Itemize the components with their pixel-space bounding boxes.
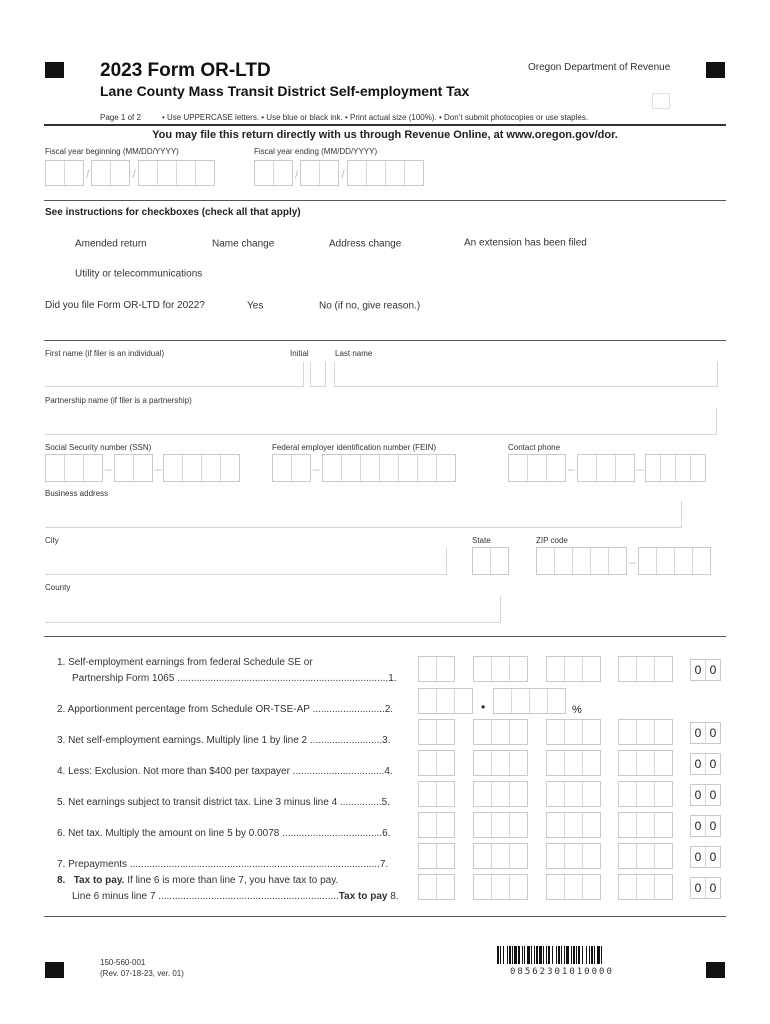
agency-name: Oregon Department of Revenue — [528, 62, 671, 73]
line-3-amount-group-1[interactable] — [418, 721, 455, 745]
line-1-amount-group-2[interactable] — [473, 658, 528, 682]
line-8-amount-group-3[interactable] — [546, 876, 601, 900]
barcode — [497, 946, 604, 964]
line-1-cents[interactable] — [690, 659, 721, 681]
cents-digit: 0 — [709, 850, 717, 864]
last-name-input[interactable] — [334, 362, 718, 387]
line-5-amount-group-1[interactable] — [418, 783, 455, 807]
fein-label: Federal employer identification number (FEIN) — [272, 443, 437, 452]
fein-input[interactable]: – — [272, 456, 456, 482]
county-input[interactable] — [45, 596, 501, 623]
line-8-cents[interactable] — [690, 877, 721, 899]
checkbox-extension-label: An extension has been filed — [464, 237, 587, 249]
line-4-text: 4. Less: Exclusion. Not more than $400 per taxpayer .................................4. — [57, 766, 393, 777]
cents-digit: 0 — [709, 663, 717, 677]
cents-digit: 0 — [691, 785, 706, 805]
line-6-cents[interactable] — [690, 815, 721, 837]
line-6-amount-group-1[interactable] — [418, 814, 455, 838]
line-3-amount-group-2[interactable] — [473, 721, 528, 745]
line-1-text: 1. Self-employment earnings from federal Schedule SE or — [57, 657, 313, 668]
checkbox-amended[interactable] — [59, 238, 147, 250]
percent-sign: % — [572, 704, 582, 716]
line-1-amount-group-4[interactable] — [618, 658, 673, 682]
fiscal-end-input[interactable]: / / — [254, 162, 424, 186]
line-8-amount-group-2[interactable] — [473, 876, 528, 900]
line-2-text: 2. Apportionment percentage from Schedule OR-TSE-AP ..........................2. — [57, 704, 394, 715]
line-6-amount-group-3[interactable] — [546, 814, 601, 838]
line-7-text: 7. Prepayments ..........................................................................................7. — [57, 859, 389, 870]
line-5-amount-group-4[interactable] — [618, 783, 673, 807]
last-name-label: Last name — [335, 349, 373, 358]
line-6-amount-group-2[interactable] — [473, 814, 528, 838]
amended-indicator-box[interactable] — [652, 93, 670, 109]
cents-digit: 0 — [709, 819, 717, 833]
line-4-amount-group-1[interactable] — [418, 752, 455, 776]
checkbox-yes-label: Yes — [247, 300, 264, 312]
barcode-bar — [602, 946, 604, 964]
line-4-cents[interactable] — [690, 753, 721, 775]
checkbox-no[interactable] — [303, 300, 420, 312]
state-input[interactable] — [472, 549, 509, 575]
cents-digit: 0 — [709, 726, 717, 740]
cents-digit: 0 — [691, 816, 706, 836]
filer-divider — [44, 636, 726, 637]
line-8b-text: Line 6 minus line 7 ................................................................. — [72, 891, 339, 902]
cents-digit: 0 — [691, 878, 706, 898]
checkbox-name-change-label: Name change — [212, 238, 275, 250]
line-7-amount-group-2[interactable] — [473, 845, 528, 869]
initial-label: Initial — [290, 349, 309, 358]
line-7-amount-group-3[interactable] — [546, 845, 601, 869]
line-6-amount-group-4[interactable] — [618, 814, 673, 838]
decimal-point: • — [481, 700, 486, 714]
partnership-name-input[interactable] — [45, 408, 717, 435]
zip-label: ZIP code — [536, 536, 568, 545]
checkbox-divider — [44, 340, 726, 341]
checkbox-utility[interactable] — [59, 268, 202, 280]
fiscal-divider — [44, 200, 726, 201]
registration-mark-top-right — [706, 62, 725, 78]
cents-digit: 0 — [691, 847, 706, 867]
line-8-text — [57, 875, 338, 886]
instructions-text: • Use UPPERCASE letters. • Use blue or black ink. • Print actual size (100%). • Don’t submit photocopies or use staples. — [162, 113, 589, 122]
cents-digit: 0 — [691, 660, 706, 680]
line-3-amount-group-4[interactable] — [618, 721, 673, 745]
first-name-input[interactable] — [45, 362, 304, 387]
checkbox-name-change[interactable] — [196, 238, 274, 250]
fiscal-end-label: Fiscal year ending (MM/DD/YYYY) — [254, 147, 378, 156]
line-8b-end: 8. — [387, 891, 399, 902]
header-divider — [44, 124, 726, 126]
line-1-amount-group-1[interactable] — [418, 658, 455, 682]
line-8-amount-group-4[interactable] — [618, 876, 673, 900]
line-4-amount-group-4[interactable] — [618, 752, 673, 776]
line-2-percent-whole[interactable] — [418, 690, 473, 714]
line-8-bold: Tax to pay. — [73, 875, 125, 886]
ssn-label: Social Security number (SSN) — [45, 443, 152, 452]
business-address-input[interactable] — [45, 501, 682, 528]
line-1-text-continued: Partnership Form 1065 ............................................................................1. — [72, 673, 397, 684]
business-address-label: Business address — [45, 489, 109, 498]
line-3-amount-group-3[interactable] — [546, 721, 601, 745]
line-7-amount-group-1[interactable] — [418, 845, 455, 869]
state-label: State — [472, 536, 491, 545]
cents-digit: 0 — [709, 881, 717, 895]
zip-input[interactable]: – — [536, 549, 711, 575]
line-8-rest: If line 6 is more than line 7, you have tax to pay. — [124, 875, 339, 886]
line-8-amount-group-1[interactable] — [418, 876, 455, 900]
line-1-amount-group-3[interactable] — [546, 658, 601, 682]
phone-input[interactable]: – – — [508, 456, 706, 482]
form-number: 150-560-001 — [100, 958, 146, 967]
cents-digit: 0 — [709, 788, 717, 802]
registration-mark-top-left — [45, 62, 64, 78]
checkbox-yes[interactable] — [231, 300, 263, 312]
phone-label: Contact phone — [508, 443, 561, 452]
form-subtitle: Lane County Mass Transit District Self-employment Tax — [100, 83, 470, 99]
barcode-digits: 08562301010000 — [510, 967, 614, 977]
line-6-text: 6. Net tax. Multiply the amount on line 5 by 0.0078 ....................................6. — [57, 828, 391, 839]
first-name-label: First name (if filer is an individual) — [45, 349, 165, 358]
line-3-text: 3. Net self-employment earnings. Multiply line 1 by line 2 ..........................3. — [57, 735, 391, 746]
registration-mark-bottom-right — [706, 962, 725, 978]
registration-mark-bottom-left — [45, 962, 64, 978]
page-info: Page 1 of 2 — [100, 113, 141, 122]
checkbox-address-change-label: Address change — [329, 238, 402, 250]
form-title: 2023 Form OR-LTD — [100, 60, 271, 81]
form-revision: (Rev. 07-18-23, ver. 01) — [100, 969, 184, 978]
initial-input[interactable] — [310, 362, 326, 387]
line-5-amount-group-2[interactable] — [473, 783, 528, 807]
fiscal-begin-label: Fiscal year beginning (MM/DD/YYYY) — [45, 147, 179, 156]
line-4-amount-group-3[interactable] — [546, 752, 601, 776]
line-7-cents[interactable] — [690, 846, 721, 868]
county-label: County — [45, 583, 71, 592]
fiscal-begin-input[interactable]: / / — [45, 162, 215, 186]
line-8-text-continued — [72, 891, 399, 902]
checkbox-no-label: No (if no, give reason.) — [319, 300, 421, 312]
cents-digit: 0 — [691, 754, 706, 774]
city-input[interactable] — [45, 548, 447, 575]
line-8b-bold: Tax to pay — [338, 891, 388, 902]
line-8-number: 8. — [57, 875, 66, 886]
prior-year-question: Did you file Form OR-LTD for 2022? — [45, 300, 205, 311]
lines-divider — [44, 916, 726, 917]
cents-digit: 0 — [709, 757, 717, 771]
line-4-amount-group-2[interactable] — [473, 752, 528, 776]
line-3-cents[interactable] — [690, 722, 721, 744]
line-7-amount-group-4[interactable] — [618, 845, 673, 869]
city-label: City — [45, 536, 59, 545]
line-5-cents[interactable] — [690, 784, 721, 806]
checkbox-amended-label: Amended return — [75, 238, 147, 250]
line-2-percent-decimal[interactable] — [493, 690, 566, 714]
cents-digit: 0 — [691, 723, 706, 743]
line-5-text: 5. Net earnings subject to transit district tax. Line 3 minus line 4 ...............5. — [57, 797, 390, 808]
checkbox-utility-label: Utility or telecommunications — [75, 268, 203, 280]
checkbox-address-change[interactable] — [313, 238, 401, 250]
checkbox-extension[interactable] — [448, 237, 587, 249]
partnership-name-label: Partnership name (if filer is a partnership) — [45, 396, 192, 405]
checkbox-heading: See instructions for checkboxes (check all that apply) — [45, 207, 301, 218]
line-5-amount-group-3[interactable] — [546, 783, 601, 807]
online-notice: You may file this return directly with us through Revenue Online, at www.oregon.gov/dor. — [152, 129, 618, 141]
ssn-input[interactable]: – – — [45, 456, 240, 482]
